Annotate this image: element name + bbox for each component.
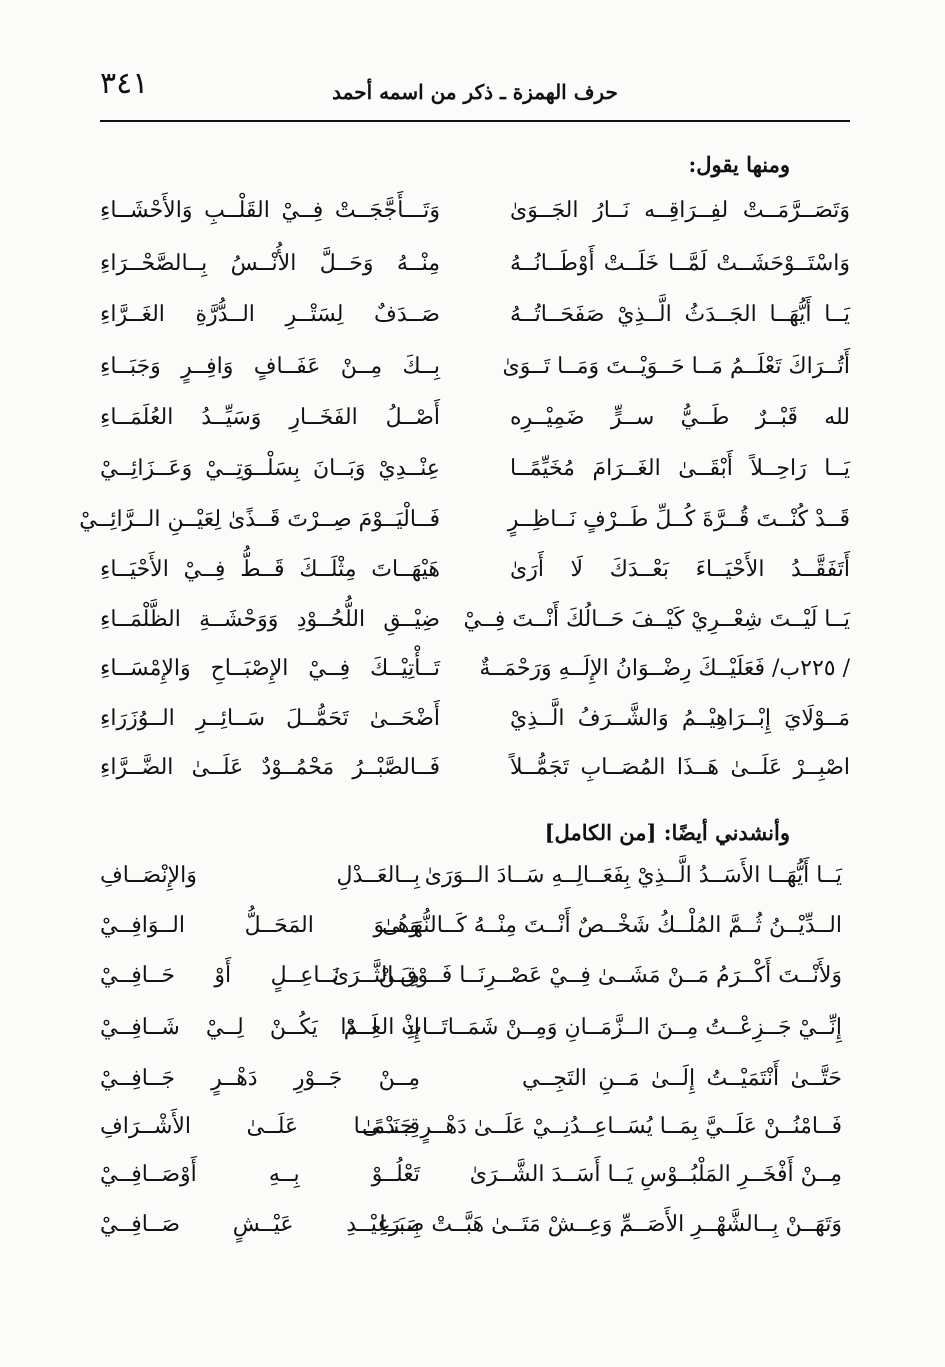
first-hemistich: فَــامْنُــنْ عَلَــيَّ بِمَــا يُسَــاعِــدُنِــيْ عَلَــىٰ دَهْــرٍ جَنَــىٰ [362,1114,842,1139]
second-hemistich: إِذْ لَــمْ يَكُــنْ لِــيْ شَــافِــيْ [100,1015,420,1040]
verse-line [100,913,850,953]
first-hemistich: إِنِّــيْ جَــزِعْــتُ مِــنَ الــزَّمَــانِ وَمِــنْ شَمَــاتَــاتِ العِــدَا [340,1015,842,1040]
first-hemistich: يَــا رَاحِــلاً أَبْقَــىٰ الغَــرَامَ مُخَيِّمًــا [510,456,850,481]
running-head: حرف الهمزة ـ ذكر من اسمه أحمد [332,80,618,104]
second-hemistich: عِنْــدِيْ وَبَــانَ بِسَلْــوَتِــيْ وَعَــزَائِــيْ [100,456,440,481]
verse-line [100,607,850,647]
first-hemistich: يَــا أَيُّهَــا الأَسَــدُ الَّــذِيْ بِفَعَــالِــهِ سَــادَ الــوَرَىٰ [424,863,842,888]
first-hemistich: / ٢٢٥ب/ فَعَلَيْــكَ رِضْــوَانُ الإِلَــهِ وَرَحْمَــةٌ [479,656,850,681]
verse-line [100,1066,850,1106]
second-hemistich: مِنْــهُ وَحَــلَّ الأُنْــسُ بِــالصَّحْــرَاءِ [100,251,440,276]
verse-line [100,251,850,291]
first-hemistich: يَــا لَيْــتَ شِعْــرِيْ كَيْــفَ حَــالُكَ أَنْــتَ فِــيْ [463,607,850,632]
section2-intro: وأنشدني أيضًا: [من الكامل] [544,820,790,845]
second-hemistich: قِــدْمًــا عَلَــىٰ الأَشْــرَافِ [100,1114,420,1139]
second-hemistich: صَــدَفٌ لِسَتْــرِ الــدُّرَّةِ الغَــرَّاءِ [100,302,440,327]
verse-line [100,1212,850,1252]
second-hemistich: بِــرَغِيْــدِ عَيْــشٍ صَــافِــيْ [100,1212,420,1237]
second-hemistich: تَــأْتِيْــكَ فِــيْ الإِصْبَــاحِ وَالإِمْسَــاءِ [100,656,440,681]
verse-line [100,1015,850,1055]
first-hemistich: مَــوْلَايَ إِبْــرَاهِيْــمُ وَالشَّــرَفُ الَّــذِيْ [510,706,850,731]
first-hemistich: أَتَفَقَّــدُ الأَحْيَــاءَ بَعْــدَكَ لَا أَرَىٰ [510,557,850,582]
verse-line [100,557,850,597]
verse-line [100,963,850,1003]
first-hemistich: أَتُــرَاكَ تَعْلَــمُ مَــا حَــوَيْــتَ وَمَــا تَــوَىٰ [502,354,850,379]
first-hemistich: وَلأَنْــتَ أَكْــرَمُ مَــنْ مَشَــىٰ فِــيْ عَصْــرِنَــا فَــوْقَ الثَّــرَىٰ [331,963,842,988]
verse-line [100,198,850,238]
first-hemistich: الــدِّيْــنُ ثُــمَّ المُلْــكُ شَخْــصٌ أَنْــتَ مِنْــهُ كَــالنُّهَــىٰ [382,913,842,938]
second-hemistich: وَهُــوَ المَحَــلُّ الــوَافِــيْ [100,913,420,938]
first-hemistich: لله قَبْــرٌ طَــيُّ ســرٍّ ضَمِيْــرِه [510,405,850,430]
first-hemistich: مِــنْ أَفْخَــرِ المَلْبُــوْسِ يَــا أَسَــدَ الشَّــرَىٰ [469,1162,842,1187]
second-hemistich: بِــالعَــدْلِ وَالإِنْصَــافِ [100,863,420,888]
second-hemistich: بِــكَ مِــنْ عَفَــافٍ وَافِــرٍ وَجَبَــاءِ [100,354,440,379]
second-hemistich: تَعْلُــوْ بِــهِ أَوْصَــافِــيْ [100,1162,420,1187]
first-hemistich: يَــا أَيُّهَــا الجَــدَثُ الَّــذِيْ صَفَحَــاتُــهُ [510,302,850,327]
second-hemistich: ضِيْــقِ اللُّحُــوْدِ وَوَحْشَــةِ الظَّلْمَــاءِ [100,607,440,632]
verse-line [100,863,850,903]
first-hemistich: قَــدْ كُنْــتَ قُــرَّةَ كُــلِّ طَــرْفٍ نَــاظِــرٍ [507,507,850,532]
second-hemistich: مِــنْ جَــوْرِ دَهْــرٍ جَــافِــيْ [100,1066,420,1091]
second-hemistich: فَــالْيَــوْمَ صِــرْتَ قَــذًىٰ لِعَيْــنِ الــرَّائِــيْ [79,507,440,532]
second-hemistich: فَــالصَّبْــرُ مَحْمُــوْدٌ عَلَــىٰ الضَّــرَّاءِ [100,755,440,780]
first-hemistich: وَتَهَــنْ بِــالشَّهْــرِ الأَصَــمِّ وَعِــشْ مَتَــىٰ هَبَّــتْ صَبَــا [379,1212,842,1237]
verse-line [100,706,850,746]
second-hemistich: أَضْحَــىٰ تَحَمُّــلَ سَــائِــرِ الــوُزَرَاءِ [100,706,440,731]
first-hemistich: اصْبِــرْ عَلَــىٰ هَــذَا المُصَــابِ تَجَمُّــلاً [510,755,850,780]
verse-line [100,755,850,795]
verse-line [100,302,850,342]
verse-line [79,507,850,547]
first-hemistich: وَاسْتَــوْحَشَــتْ لَمَّــا خَلَــتْ أَوْطَــانُــهُ [510,251,850,276]
verse-line [100,1162,850,1202]
second-hemistich: وَتَـــأَجَّجَــتْ فِــيْ القَلْــبِ وَالأَحْشَــاءِ [100,198,440,223]
verse-line [100,456,850,496]
page-header [100,62,850,112]
second-hemistich: هَيْهَــاتَ مِثْلَــكَ قَــطُّ فِــيْ الأَحْيَــاءِ [100,557,440,582]
verse-line [100,405,850,445]
verse-line [100,1114,850,1154]
second-hemistich: مِــنْ نَــاعِــلٍ أَوْ حَــافِــيْ [100,963,420,988]
header-rule [100,120,850,122]
first-hemistich: وَتَصَــرَّمَــتْ لفِــرَاقِــه نَــارُ الجَــوَىٰ [510,198,850,223]
verse-line [100,354,850,394]
second-hemistich: أَصْــلُ الفَخَــارِ وَسَيِّــدُ العُلَمَــاءِ [100,405,440,430]
section1-intro: ومنها يقول: [688,152,790,177]
first-hemistich: حَتَّــىٰ أَنْتَمَيْــتُ إِلَــىٰ مَــنِ التَجِــي [522,1066,842,1091]
verse-line [100,656,850,696]
page-number: ٣٤١ [100,66,149,101]
